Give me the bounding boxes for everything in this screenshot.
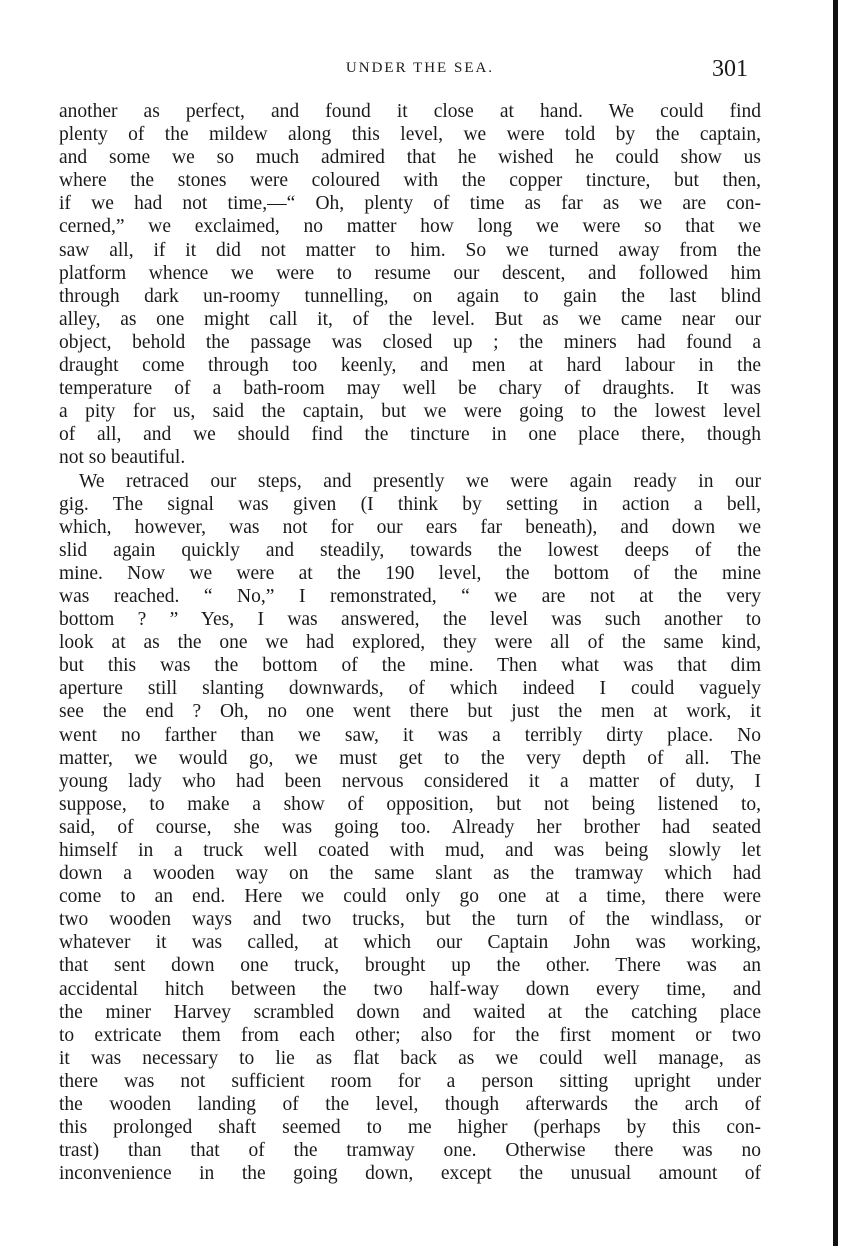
text-line: where the stones were coloured with the copper tincture, but then, [59, 170, 761, 192]
text-line: suppose, to make a show of opposition, but not being listened to, [59, 793, 761, 815]
text-line: come to an end. Here we could only go one at a time, there were [59, 886, 761, 908]
text-line: trast) than that of the tramway one. Otherwise there was no [59, 1140, 761, 1162]
text-line: see the end ? Oh, no one went there but just the men at work, it [59, 701, 761, 723]
text-line: a pity for us, said the captain, but we were going to the lowest level [59, 401, 761, 423]
text-line: went no farther than we saw, it was a terribly dirty place. No [59, 724, 761, 746]
body-text [59, 100, 761, 1185]
text-line: this prolonged shaft seemed to me higher (perhaps by this con- [59, 1117, 761, 1139]
page-number: 301 [712, 56, 748, 82]
text-line: there was not sufficient room for a person sitting upright under [59, 1070, 761, 1092]
text-line: which, however, was not for our ears far beneath), and down we [59, 516, 761, 538]
text-line: draught come through too keenly, and men at hard labour in the [59, 355, 761, 377]
text-line: that sent down one truck, brought up the other. There was an [59, 955, 761, 977]
text-line: but this was the bottom of the mine. Then what was that dim [59, 655, 761, 677]
running-title: UNDER THE SEA. [345, 60, 495, 76]
text-line: was reached. “ No,” I remonstrated, “ we are not at the very [59, 585, 761, 607]
text-line: aperture still slanting downwards, of which indeed I could vaguely [59, 678, 761, 700]
text-line: to extricate them from each other; also for the first moment or two [59, 1024, 761, 1046]
text-line: whatever it was called, at which our Captain John was working, [59, 932, 761, 954]
text-line: if we had not time,—“ Oh, plenty of time as far as we are con- [59, 193, 761, 215]
text-line: himself in a truck well coated with mud, and was being slowly let [59, 840, 761, 861]
paragraph-end-line: not so beautiful. [59, 447, 186, 469]
text-line: through dark un-roomy tunnelling, on again to gain the last blind [59, 285, 761, 307]
page-edge-rule [833, 0, 838, 1246]
text-line: and some we so much admired that he wished he could show us [59, 147, 761, 169]
text-line: down a wooden way on the same slant as the tramway which had [59, 863, 761, 885]
text-line: inconvenience in the going down, except the unusual amount of [59, 1163, 761, 1185]
text-line: plenty of the mildew along this level, we were told by the captain, [59, 124, 761, 146]
text-line: accidental hitch between the two half-way down every time, and [59, 978, 761, 1000]
text-line: gig. The signal was given (I think by setting in action a bell, [59, 493, 761, 515]
text-line: alley, as one might call it, of the level. But as we came near our [59, 308, 761, 330]
text-line: two wooden ways and two trucks, but the turn of the windlass, or [59, 909, 761, 931]
text-line: mine. Now we were at the 190 level, the bottom of the mine [59, 562, 761, 584]
text-line: said, of course, she was going too. Already her brother had seated [59, 816, 761, 838]
text-line: cerned,” we exclaimed, no matter how long we were so that we [59, 216, 761, 238]
text-line: slid again quickly and steadily, towards the lowest deeps of the [59, 539, 761, 561]
text-line: another as perfect, and found it close at hand. We could find [59, 101, 761, 122]
text-line: matter, we would go, we must get to the very depth of all. The [59, 747, 761, 769]
text-line: young lady who had been nervous considered it a matter of duty, I [59, 770, 761, 792]
text-line: platform whence we were to resume our descent, and followed him [59, 262, 761, 284]
text-line: of all, and we should find the tincture in one place there, though [59, 424, 761, 446]
text-line: temperature of a bath-room may well be chary of draughts. It was [59, 378, 761, 400]
text-line: it was necessary to lie as flat back as we could well manage, as [59, 1047, 761, 1069]
text-line: look at as the one we had explored, they were all of the same kind, [59, 632, 761, 654]
paragraph-start-line: We retraced our steps, and presently we were again ready in our [79, 470, 761, 492]
text-line: the wooden landing of the level, though afterwards the arch of [59, 1094, 761, 1116]
text-line: the miner Harvey scrambled down and waited at the catching place [59, 1001, 761, 1023]
text-line: bottom ? ” Yes, I was answered, the level was such another to [59, 609, 761, 631]
text-line: object, behold the passage was closed up ; the miners had found a [59, 331, 761, 353]
running-head [0, 56, 846, 86]
text-line: saw all, if it did not matter to him. So we turned away from the [59, 239, 761, 261]
